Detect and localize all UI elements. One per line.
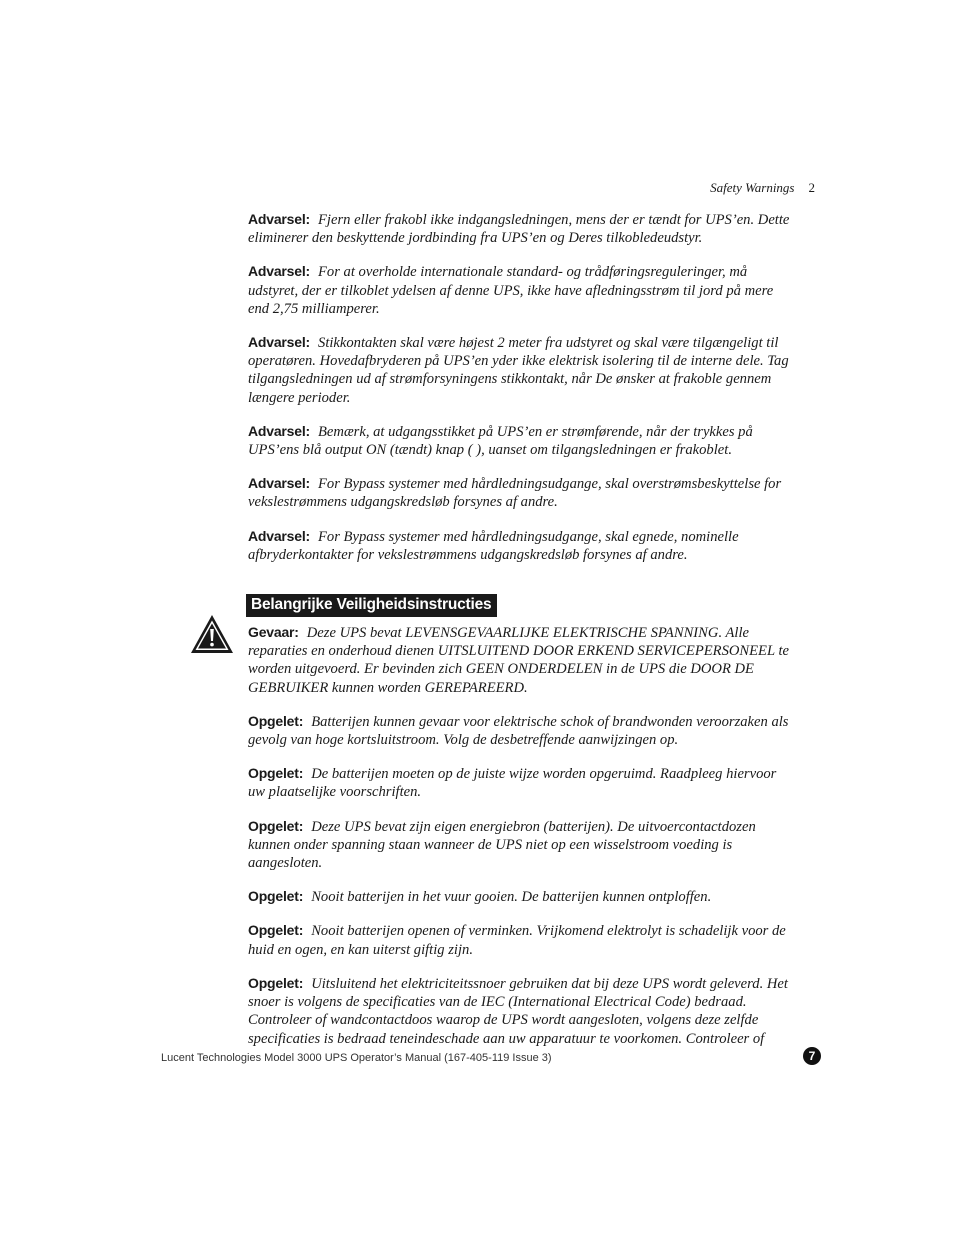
caution-label: Gevaar:: [248, 624, 299, 641]
warning-paragraph: [248, 527, 796, 564]
caution-text: Nooit batterijen in het vuur gooien. De batterijen kunnen ontploffen.: [311, 889, 712, 906]
caution-paragraph: [248, 764, 796, 801]
warning-triangle-icon: [190, 614, 234, 654]
caution-paragraph: [248, 921, 796, 958]
caution-paragraph: [248, 887, 796, 906]
footer-text: Lucent Technologies Model 3000 UPS Operator’s Manual (167-405-119 Issue 3): [161, 1052, 552, 1064]
running-header: [640, 180, 815, 196]
page-number-badge: 7: [803, 1047, 821, 1065]
page-content: [248, 210, 796, 1063]
warning-label: Advarsel:: [248, 211, 311, 227]
caution-text: Deze UPS bevat LEVENSGEVAARLIJKE ELEKTRISCHE SPANNING. Alle reparaties en onderhoud dienen UITSLUITEND DOOR ERKEND SERVICEPERSONEEL te worden uitgevoerd. Er bevinden zich GEEN ONDERDELEN in de UPS die DOOR DE GEBRUIKER kunnen worden GEREPAREERD.: [248, 625, 790, 696]
warning-label: Advarsel:: [248, 422, 311, 439]
caution-paragraph: [248, 712, 796, 749]
caution-text: De batterijen moeten op de juiste wijze worden opgeruimd. Raadpleeg hiervoor uw plaatselijke voorschriften.: [248, 766, 777, 801]
caution-label: Opgelet:: [248, 765, 304, 782]
running-header-page-number: 2: [808, 180, 815, 195]
section-heading: Belangrijke Veiligheidsinstructies: [246, 594, 497, 617]
caution-text: Nooit batterijen openen of verminken. Vrijkomend elektrolyt is schadelijk voor de huid en ogen, en kan uiterst giftig zijn.: [248, 923, 786, 958]
caution-text: Deze UPS bevat zijn eigen energiebron (batterijen). De uitvoercontactdozen kunnen onder spanning staan wanneer de UPS niet op een wisselstroom voeding is aangesloten.: [248, 818, 756, 872]
warning-text: For Bypass systemer med hårdledningsudgange, skal overstrømsbeskyttelse for vekslestrømmens udgangskredsløb forsynes af andre.: [248, 476, 782, 511]
warning-paragraph: [248, 422, 796, 459]
warning-label: Advarsel:: [248, 475, 311, 492]
warning-text: Stikkontakten skal være højest 2 meter fra udstyret og skal være tilgængeligt til operatøren. Hovedafbryderen på UPS’en yder ikke elektrisk isolering til de interne dele. Tag tilgangsledningen ud af strømforsyningens stikkontakt, når De ønsker at frakoble gennem længere perioder.: [248, 335, 789, 406]
warning-text: For at overholde internationale standard- og trådføringsreguleringer, må udstyret, der er tilkoblet ydelsen af denne UPS, ikke have afledningsstrøm til jord på mere end 2,75 milliamperer.: [248, 264, 774, 317]
caution-paragraph: [248, 974, 796, 1048]
warning-text: For Bypass systemer med hårdledningsudgange, skal egnede, nominelle afbryderkontakter for vekslestrømmens udgangskredsløb forsynes af andre.: [248, 528, 739, 563]
warning-text: Fjern eller frakobl ikke indgangsledningen, mens der er tændt for UPS’en. Dette eliminerer den beskyttende jordbinding fra UPS’en og Deres tilkobledeudstyr.: [248, 212, 790, 247]
caution-label: Opgelet:: [248, 712, 304, 729]
running-header-title: Safety Warnings: [710, 180, 795, 195]
warning-label: Advarsel:: [248, 527, 311, 544]
warning-label: Advarsel:: [248, 263, 311, 280]
caution-paragraph: [248, 817, 796, 873]
caution-label: Opgelet:: [248, 974, 304, 991]
warning-paragraph: [248, 474, 796, 511]
caution-label: Opgelet:: [248, 922, 304, 939]
warning-text: Bemærk, at udgangsstikket på UPS’en er strømførende, når der trykkes på UPS’ens blå output ON (tændt) knap ( ), uanset om tilgangsledningen er frakoblet.: [248, 423, 753, 459]
warning-paragraph: [248, 210, 796, 247]
warning-paragraph: [248, 262, 796, 318]
caution-label: Opgelet:: [248, 817, 304, 834]
warning-label: Advarsel:: [248, 334, 311, 351]
caution-paragraph: [248, 623, 796, 697]
caution-text: Uitsluitend het elektriciteitssnoer gebruiken dat bij deze UPS wordt geleverd. Het snoer is volgens de specificaties van de IEC (International Electrical Code) bedraad. Controleer of wandcontactdoos waarop de UPS wordt aangesloten, volgens deze zelfde specificaties is bedraad teneindeschade aan uw apparatuur te voorkomen. Controleer of: [248, 975, 788, 1047]
warning-paragraph: [248, 333, 796, 407]
caution-label: Opgelet:: [248, 888, 304, 905]
caution-text: Batterijen kunnen gevaar voor elektrische schok of brandwonden veroorzaken als gevolg van hoge kortsluitstroom. Volg de desbetreffende aanwijzingen op.: [248, 713, 789, 749]
